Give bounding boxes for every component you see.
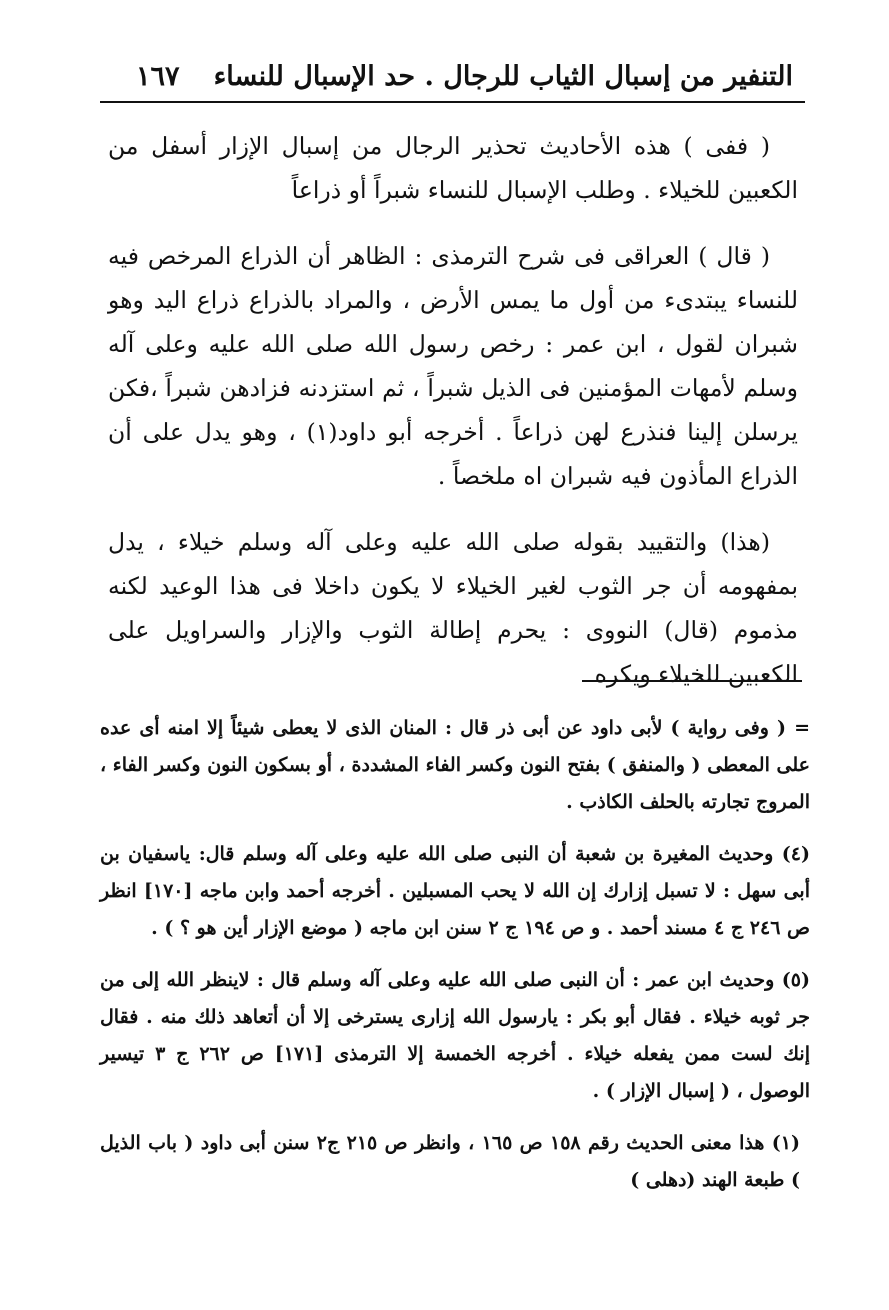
page-number: ١٦٧ xyxy=(136,60,180,92)
body-paragraph: ( ففى ) هذه الأحاديث تحذير الرجال من إسبال الإزار أسفل من الكعبين للخيلاء . وطلب الإسبال للنساء شبراً أو ذراعاً xyxy=(108,132,798,204)
footnote-continuation: = ( وفى رواية ) لأبى داود عن أبى ذر قال : المنان الذى لا يعطى شيئاً إلا امنه أى عده على المعطى ( والمنفق ) بفتح النون وكسر الفاء المشددة ، أو بسكون النون وكسر الفاء ، المروج تجارته بالحلف الكاذب . xyxy=(100,717,810,813)
footnotes xyxy=(100,710,810,1214)
footnote-1: (١) هذا معنى الحديث رقم ١٥٨ ص ١٦٥ ، وانظر ص ٢١٥ ج٢ سنن أبى داود ( باب الذيل ) طبعة الهند (دهلى ) xyxy=(100,1132,801,1191)
body-paragraph: (هذا) والتقييد بقوله صلى الله عليه وعلى آله وسلم خيلاء ، يدل بمفهومه أن جر الثوب لغير الخيلاء لا يكون داخلا فى هذا الوعيد لكنه مذموم (قال) النووى : يحرم إطالة الثوب والإزار والسراويل على الكعبين للخيلاء ويكره xyxy=(108,528,798,688)
running-header xyxy=(100,52,805,100)
header-divider xyxy=(100,101,805,103)
footnote-4: (٤) وحديث المغيرة بن شعبة أن النبى صلى الله عليه وعلى آله وسلم قال: ياسفيان بن أبى سهل : لا تسبل إزارك إن الله لا يحب المسبلين . أخرجه أحمد وابن ماجه [١٧٠] انظر ص ٢٤٦ ج ٤ مسند أحمد . و ص ١٩٤ ج ٢ سنن ابن ماجه ( موضع الإزار أين هو ؟ ) . xyxy=(100,843,810,939)
header-title: التنفير من إسبال الثياب للرجال . حد الإسبال للنساء xyxy=(213,60,793,92)
footnote-5: (٥) وحديث ابن عمر : أن النبى صلى الله عليه وعلى آله وسلم قال : لاينظر الله إلى من جر ثوبه خيلاء . فقال أبو بكر : يارسول الله إزارى يسترخى إلا أن أتعاهد ذلك منه . فقال إنك لست ممن يفعله خيلاء . أخرجه الخمسة إلا الترمذى [١٧١] ص ٢٦٢ ج ٣ تيسير الوصول ، ( إسبال الإزار ) . xyxy=(100,969,810,1102)
body-paragraph: ( قال ) العراقى فى شرح الترمذى : الظاهر أن الذراع المرخص فيه للنساء يبتدىء من أول ما يمس الأرض ، والمراد بالذراع ذراع اليد وهو شبران لقول ، ابن عمر : رخص رسول الله صلى الله عليه وعلى آله وسلم لأمهات المؤمنين فى الذيل شبراً ، ثم استزدنه فزادهن شبراً ،فكن يرسلن إلينا فنذرع لهن ذراعاً . أخرجه أبو داود(١) ، وهو يدل على أن الذراع المأذون فيه شبران اه ملخصاً . xyxy=(108,242,798,490)
main-text xyxy=(108,124,798,718)
footnote-divider xyxy=(582,680,802,682)
